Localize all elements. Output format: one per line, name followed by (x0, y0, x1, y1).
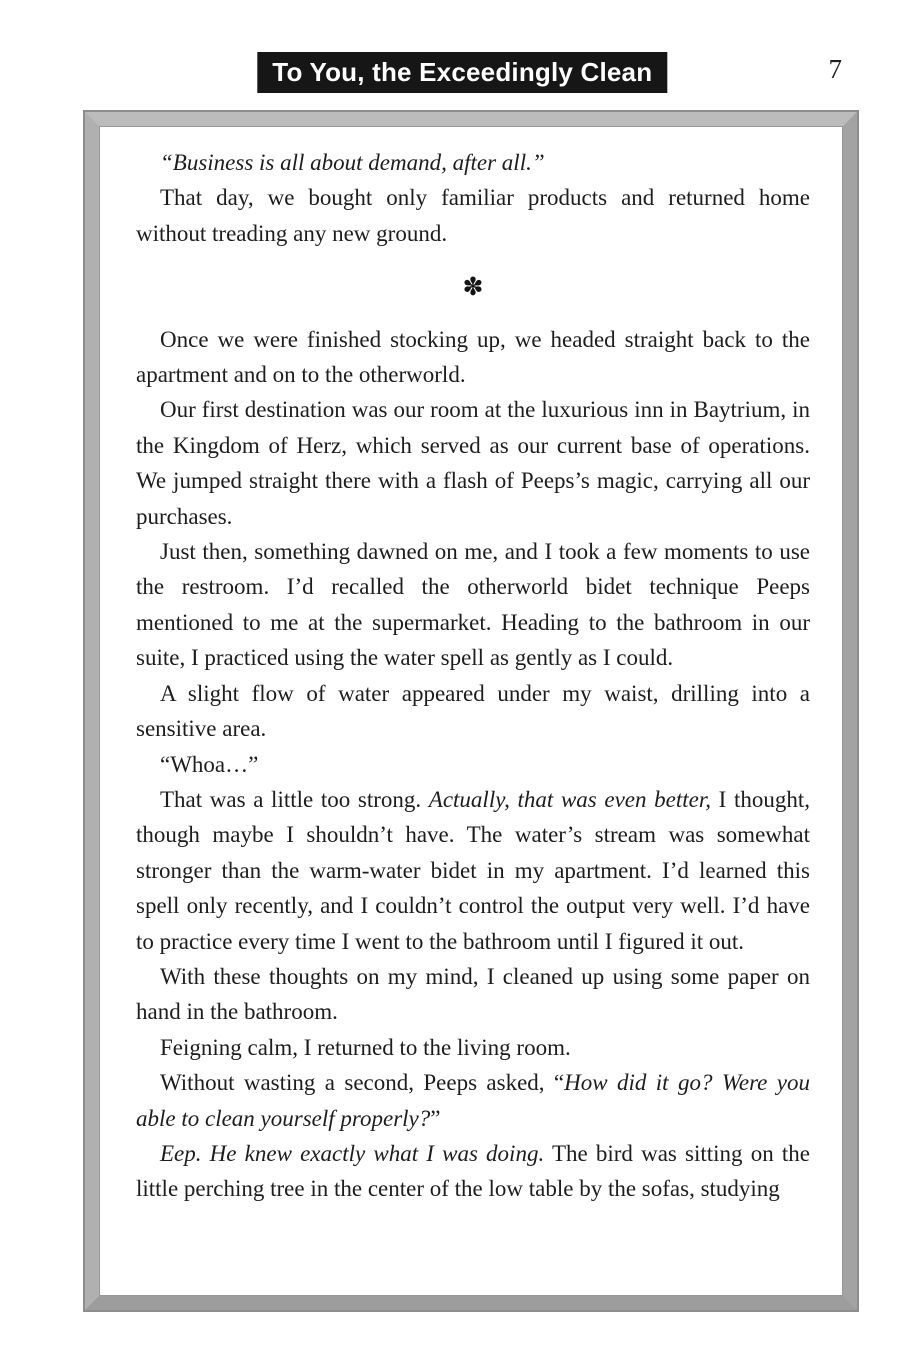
text-frame (85, 112, 857, 1310)
text-run: The bird was sitting on the little perching tree in the center of the low table by the sofas, studying (136, 1140, 810, 1202)
paragraph (136, 959, 810, 1030)
paragraph (136, 534, 810, 676)
paragraph (136, 1136, 810, 1207)
page-header (0, 0, 900, 112)
text-run: Once we were finished stocking up, we headed straight back to the apartment and on to the otherworld. (136, 326, 810, 388)
text-run: That was a little too strong. (160, 786, 429, 812)
paragraph (136, 782, 810, 959)
text-run: With these thoughts on my mind, I cleaned up using some paper on hand in the bathroom. (136, 963, 810, 1025)
text-run: That day, we bought only familiar products and returned home without treading any new ground. (136, 185, 810, 246)
text-run: “Whoa…” (160, 751, 259, 777)
section-divider: ✽ (462, 272, 484, 302)
text-run: Just then, something dawned on me, and I took a few moments to use the restroom. I’d recalled the otherworld bidet technique Peeps mentioned to me at the supermarket. Heading to the bathroom in our suite, I practiced using the water spell as gently as I could. (136, 539, 810, 671)
text-run: Our first destination was our room at the luxurious inn in Baytrium, in the Kingdom of Herz, which served as our current base of operations. We jumped straight there with a flash of Peeps’s magic, carrying all our purchases. (136, 397, 810, 529)
text-run: Feigning calm, I returned to the living room. (160, 1034, 571, 1060)
text-run: I thought, though maybe I shouldn’t have. The water’s stream was somewhat stronger than the warm-water bidet in my apartment. I’d learned this spell only recently, and I couldn’t control the output very well. I’d have to practice every time I went to the bathroom until I figured it out. (136, 786, 810, 954)
chapter-title-banner (257, 52, 667, 93)
text-run: Without wasting a second, Peeps asked, “ (160, 1070, 565, 1096)
italic-text-run: How did it go? Were you able to clean yourself properly? (136, 1070, 810, 1131)
paragraph (136, 180, 810, 251)
italic-text-run: Actually, that was even better, (428, 786, 712, 812)
paragraph (136, 747, 810, 782)
paragraph (136, 145, 810, 180)
italic-text-run: “Business is all about demand, after all.” (160, 150, 545, 175)
chapter-title: To You, the Exceedingly Clean (272, 57, 653, 87)
paragraph (136, 392, 810, 534)
text-run: ” (430, 1105, 441, 1131)
italic-text-run: Eep. He knew exactly what I was doing. (160, 1140, 545, 1166)
text-run: A slight flow of water appeared under my waist, drilling into a sensitive area. (136, 680, 810, 742)
paragraph (136, 1065, 810, 1136)
body-text (99, 126, 843, 1296)
paragraph (136, 676, 810, 747)
paragraph (136, 1030, 810, 1065)
paragraph (136, 322, 810, 393)
page-number: 7 (828, 54, 842, 84)
